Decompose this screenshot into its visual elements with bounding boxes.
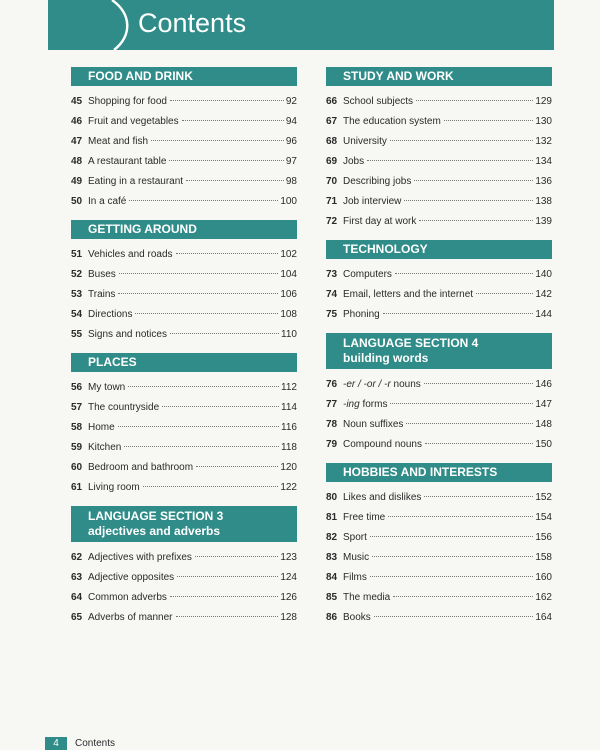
unit-title: Compound nouns — [343, 439, 422, 450]
unit-number: 82 — [326, 532, 338, 543]
section-heading — [326, 463, 552, 482]
toc-entry[interactable] — [71, 458, 297, 478]
unit-number: 69 — [326, 156, 338, 167]
unit-title: Shopping for food — [88, 96, 167, 107]
page-reference: 106 — [280, 289, 297, 300]
toc-entry[interactable] — [326, 395, 552, 415]
toc-entry[interactable] — [71, 588, 297, 608]
toc-entry[interactable] — [326, 528, 552, 548]
page-reference: 146 — [535, 379, 552, 390]
unit-title: University — [343, 136, 387, 147]
page-reference: 164 — [535, 612, 552, 623]
unit-title: Meat and fish — [88, 136, 149, 147]
unit-number: 73 — [326, 269, 338, 280]
toc-entry[interactable] — [326, 172, 552, 192]
leader-dots — [170, 596, 278, 597]
unit-number: 46 — [71, 116, 83, 127]
toc-entry[interactable] — [71, 478, 297, 498]
unit-number: 65 — [71, 612, 83, 623]
toc-entry[interactable] — [71, 568, 297, 588]
leader-dots — [186, 180, 284, 181]
leader-dots — [176, 253, 279, 254]
unit-title: Home — [88, 422, 115, 433]
leader-dots — [406, 423, 533, 424]
toc-entry[interactable] — [71, 548, 297, 568]
toc-entry[interactable] — [71, 378, 297, 398]
unit-title: Jobs — [343, 156, 365, 167]
page-reference: 152 — [535, 492, 552, 503]
leader-dots — [128, 386, 279, 387]
page-reference: 130 — [535, 116, 552, 127]
unit-title: Trains — [88, 289, 116, 300]
unit-number: 52 — [71, 269, 83, 280]
unit-number: 66 — [326, 96, 338, 107]
leader-dots — [124, 446, 279, 447]
page-reference: 136 — [535, 176, 552, 187]
unit-title: Email, letters and the internet — [343, 289, 474, 300]
page-reference: 96 — [285, 136, 297, 147]
leader-dots — [119, 273, 279, 274]
leader-dots — [162, 406, 279, 407]
section-heading — [326, 333, 552, 369]
leader-dots — [370, 536, 533, 537]
leader-dots — [135, 313, 278, 314]
toc-entry[interactable] — [326, 488, 552, 508]
toc-entry[interactable] — [326, 212, 552, 232]
unit-title: Books — [343, 612, 371, 623]
page-reference: 122 — [280, 482, 297, 493]
toc-entry[interactable] — [326, 265, 552, 285]
unit-title: Sport — [343, 532, 367, 543]
unit-number: 45 — [71, 96, 83, 107]
toc-entry[interactable] — [326, 305, 552, 325]
unit-number: 85 — [326, 592, 338, 603]
unit-title: School subjects — [343, 96, 414, 107]
toc-entry[interactable] — [71, 325, 297, 345]
unit-number: 55 — [71, 329, 83, 340]
section-title: LANGUAGE SECTION 3 — [88, 509, 224, 523]
unit-title: Vehicles and roads — [88, 249, 173, 260]
toc-entry[interactable] — [71, 305, 297, 325]
unit-title-italic: -ing — [343, 399, 360, 410]
unit-title: Eating in a restaurant — [88, 176, 184, 187]
unit-number: 84 — [326, 572, 338, 583]
toc-entry[interactable] — [326, 415, 552, 435]
toc-entry[interactable] — [326, 375, 552, 395]
unit-title: Likes and dislikes — [343, 492, 422, 503]
page-reference: 140 — [535, 269, 552, 280]
leader-dots — [388, 516, 533, 517]
toc-entry[interactable] — [71, 285, 297, 305]
page-reference: 123 — [280, 552, 297, 563]
leader-dots — [390, 140, 533, 141]
unit-title: Common adverbs — [88, 592, 167, 603]
leader-dots — [176, 616, 279, 617]
page-reference: 139 — [535, 216, 552, 227]
leader-dots — [395, 273, 533, 274]
toc-entry[interactable] — [326, 435, 552, 455]
leader-dots — [177, 576, 278, 577]
unit-title: The media — [343, 592, 391, 603]
unit-number: 72 — [326, 216, 338, 227]
unit-title: Phoning — [343, 309, 380, 320]
leader-dots — [416, 100, 533, 101]
leader-dots — [383, 313, 534, 314]
toc-entry[interactable] — [326, 588, 552, 608]
unit-number: 81 — [326, 512, 338, 523]
page-number: 4 — [45, 737, 67, 750]
page-reference: 128 — [280, 612, 297, 623]
unit-title: Buses — [88, 269, 116, 280]
unit-number: 47 — [71, 136, 83, 147]
unit-title: First day at work — [343, 216, 417, 227]
page-reference: 98 — [285, 176, 297, 187]
leader-dots — [367, 160, 533, 161]
page-reference: 102 — [280, 249, 297, 260]
toc-entry[interactable] — [326, 192, 552, 212]
section-entry-list — [71, 548, 297, 628]
leader-dots — [372, 556, 533, 557]
leader-dots — [170, 100, 284, 101]
unit-number: 86 — [326, 612, 338, 623]
page-reference: 112 — [281, 382, 297, 393]
unit-title: In a café — [88, 196, 127, 207]
section-entry-list — [71, 378, 297, 498]
unit-title: Films — [343, 572, 367, 583]
leader-dots — [118, 426, 279, 427]
toc-entry[interactable] — [71, 192, 297, 212]
section-title: STUDY AND WORK — [343, 69, 454, 83]
unit-number: 64 — [71, 592, 83, 603]
page-reference: 147 — [535, 399, 552, 410]
section-entry-list — [326, 92, 552, 232]
unit-title — [343, 375, 421, 395]
toc-entry[interactable] — [326, 152, 552, 172]
unit-number: 51 — [71, 249, 83, 260]
toc-entry[interactable] — [71, 172, 297, 192]
toc-entry[interactable] — [71, 92, 297, 112]
page-reference: 144 — [535, 309, 552, 320]
leader-dots — [419, 220, 533, 221]
section-title: FOOD AND DRINK — [88, 69, 193, 83]
section-heading — [71, 353, 297, 372]
page-reference: 142 — [535, 289, 552, 300]
unit-number: 61 — [71, 482, 83, 493]
section-title: TECHNOLOGY — [343, 242, 428, 256]
page-reference: 158 — [535, 552, 552, 563]
section-entry-list — [326, 375, 552, 455]
leader-dots — [390, 403, 533, 404]
toc-entry[interactable] — [326, 92, 552, 112]
page-reference: 118 — [281, 442, 297, 453]
page-title: Contents — [138, 8, 247, 38]
unit-number: 50 — [71, 196, 83, 207]
unit-title: The countryside — [88, 402, 160, 413]
unit-number: 60 — [71, 462, 83, 473]
page-reference: 124 — [280, 572, 297, 583]
unit-title: Kitchen — [88, 442, 122, 453]
page-reference: 132 — [535, 136, 552, 147]
leader-dots — [476, 293, 533, 294]
toc-entry[interactable] — [71, 608, 297, 628]
toc-entry[interactable] — [326, 508, 552, 528]
toc-entry[interactable] — [71, 152, 297, 172]
unit-number: 79 — [326, 439, 338, 450]
section-title: LANGUAGE SECTION 4 — [343, 336, 479, 350]
toc-entry[interactable] — [71, 398, 297, 418]
page-reference: 126 — [280, 592, 297, 603]
unit-title: Living room — [88, 482, 140, 493]
page-reference: 114 — [281, 402, 297, 413]
unit-title: Fruit and vegetables — [88, 116, 179, 127]
unit-number: 48 — [71, 156, 83, 167]
page-reference: 148 — [535, 419, 552, 430]
unit-number: 83 — [326, 552, 338, 563]
page-reference: 97 — [285, 156, 297, 167]
toc-entry[interactable] — [71, 438, 297, 458]
section-subtitle: adjectives and adverbs — [88, 524, 221, 538]
toc-entry[interactable] — [71, 132, 297, 152]
page-reference: 104 — [280, 269, 297, 280]
unit-title: Signs and notices — [88, 329, 167, 340]
leader-dots — [170, 333, 279, 334]
unit-number: 74 — [326, 289, 338, 300]
leader-dots — [182, 120, 284, 121]
unit-title: Computers — [343, 269, 392, 280]
section-subtitle: building words — [343, 351, 429, 365]
leader-dots — [151, 140, 284, 141]
unit-number: 67 — [326, 116, 338, 127]
unit-number: 62 — [71, 552, 83, 563]
toc-entry[interactable] — [326, 132, 552, 152]
unit-title-italic: -er / -or / -r — [343, 379, 391, 390]
unit-title-rest: forms — [359, 399, 388, 410]
leader-dots — [424, 383, 534, 384]
unit-number: 56 — [71, 382, 83, 393]
unit-number: 78 — [326, 419, 338, 430]
section-entry-list — [326, 265, 552, 325]
unit-title — [343, 395, 387, 415]
unit-number: 57 — [71, 402, 83, 413]
toc-entry[interactable] — [326, 285, 552, 305]
toc-entry[interactable] — [71, 265, 297, 285]
unit-title: Bedroom and bathroom — [88, 462, 194, 473]
page-reference: 162 — [535, 592, 552, 603]
unit-number: 80 — [326, 492, 338, 503]
leader-dots — [404, 200, 533, 201]
section-entry-list — [71, 92, 297, 212]
unit-number: 71 — [326, 196, 338, 207]
section-title: PLACES — [88, 355, 137, 369]
leader-dots — [424, 496, 533, 497]
page-reference: 134 — [535, 156, 552, 167]
leader-dots — [195, 556, 278, 557]
page-reference: 154 — [535, 512, 552, 523]
section-title: HOBBIES AND INTERESTS — [343, 465, 498, 479]
section-heading — [71, 506, 297, 542]
unit-title: A restaurant table — [88, 156, 167, 167]
unit-title: Job interview — [343, 196, 402, 207]
unit-number: 59 — [71, 442, 83, 453]
page-reference: 138 — [535, 196, 552, 207]
unit-number: 58 — [71, 422, 83, 433]
leader-dots — [414, 180, 533, 181]
leader-dots — [118, 293, 278, 294]
leader-dots — [143, 486, 279, 487]
unit-title: Noun suffixes — [343, 419, 404, 430]
unit-title: Adjective opposites — [88, 572, 175, 583]
leader-dots — [374, 616, 534, 617]
leader-dots — [444, 120, 533, 121]
page-reference: 92 — [285, 96, 297, 107]
unit-number: 54 — [71, 309, 83, 320]
unit-title: Directions — [88, 309, 133, 320]
section-heading — [71, 67, 297, 86]
leader-dots — [129, 200, 278, 201]
unit-title: Free time — [343, 512, 386, 523]
toc-entry[interactable] — [326, 112, 552, 132]
page-reference: 160 — [535, 572, 552, 583]
page-reference: 120 — [280, 462, 297, 473]
unit-title-rest: nouns — [390, 379, 421, 390]
leader-dots — [393, 596, 533, 597]
page-reference: 108 — [280, 309, 297, 320]
unit-number: 53 — [71, 289, 83, 300]
leader-dots — [425, 443, 533, 444]
toc-entry[interactable] — [326, 568, 552, 588]
unit-number: 77 — [326, 399, 338, 410]
unit-number: 70 — [326, 176, 338, 187]
section-entry-list — [71, 245, 297, 345]
leader-dots — [169, 160, 283, 161]
unit-number: 76 — [326, 379, 338, 390]
toc-column-right — [326, 67, 552, 636]
section-entry-list — [326, 488, 552, 628]
toc-column-left — [71, 67, 297, 636]
unit-title: Describing jobs — [343, 176, 412, 187]
leader-dots — [196, 466, 278, 467]
section-heading — [326, 67, 552, 86]
unit-title: Adverbs of manner — [88, 612, 173, 623]
page-footer — [45, 737, 115, 750]
page-reference: 94 — [285, 116, 297, 127]
unit-number: 75 — [326, 309, 338, 320]
toc-entry[interactable] — [71, 245, 297, 265]
page-reference: 116 — [281, 422, 297, 433]
leader-dots — [370, 576, 533, 577]
unit-number: 68 — [326, 136, 338, 147]
page-reference: 156 — [535, 532, 552, 543]
unit-title: Music — [343, 552, 370, 563]
unit-number: 63 — [71, 572, 83, 583]
toc-entry[interactable] — [326, 608, 552, 628]
footer-label: Contents — [75, 738, 116, 749]
unit-title: My town — [88, 382, 126, 393]
section-title: GETTING AROUND — [88, 222, 197, 236]
unit-title: The education system — [343, 116, 441, 127]
section-heading — [71, 220, 297, 239]
page-reference: 150 — [535, 439, 552, 450]
page-reference: 110 — [281, 329, 297, 340]
toc-entry[interactable] — [71, 418, 297, 438]
toc-entry[interactable] — [326, 548, 552, 568]
toc-entry[interactable] — [71, 112, 297, 132]
section-heading — [326, 240, 552, 259]
page-reference: 129 — [535, 96, 552, 107]
page-reference: 100 — [280, 196, 297, 207]
unit-number: 49 — [71, 176, 83, 187]
unit-title: Adjectives with prefixes — [88, 552, 192, 563]
